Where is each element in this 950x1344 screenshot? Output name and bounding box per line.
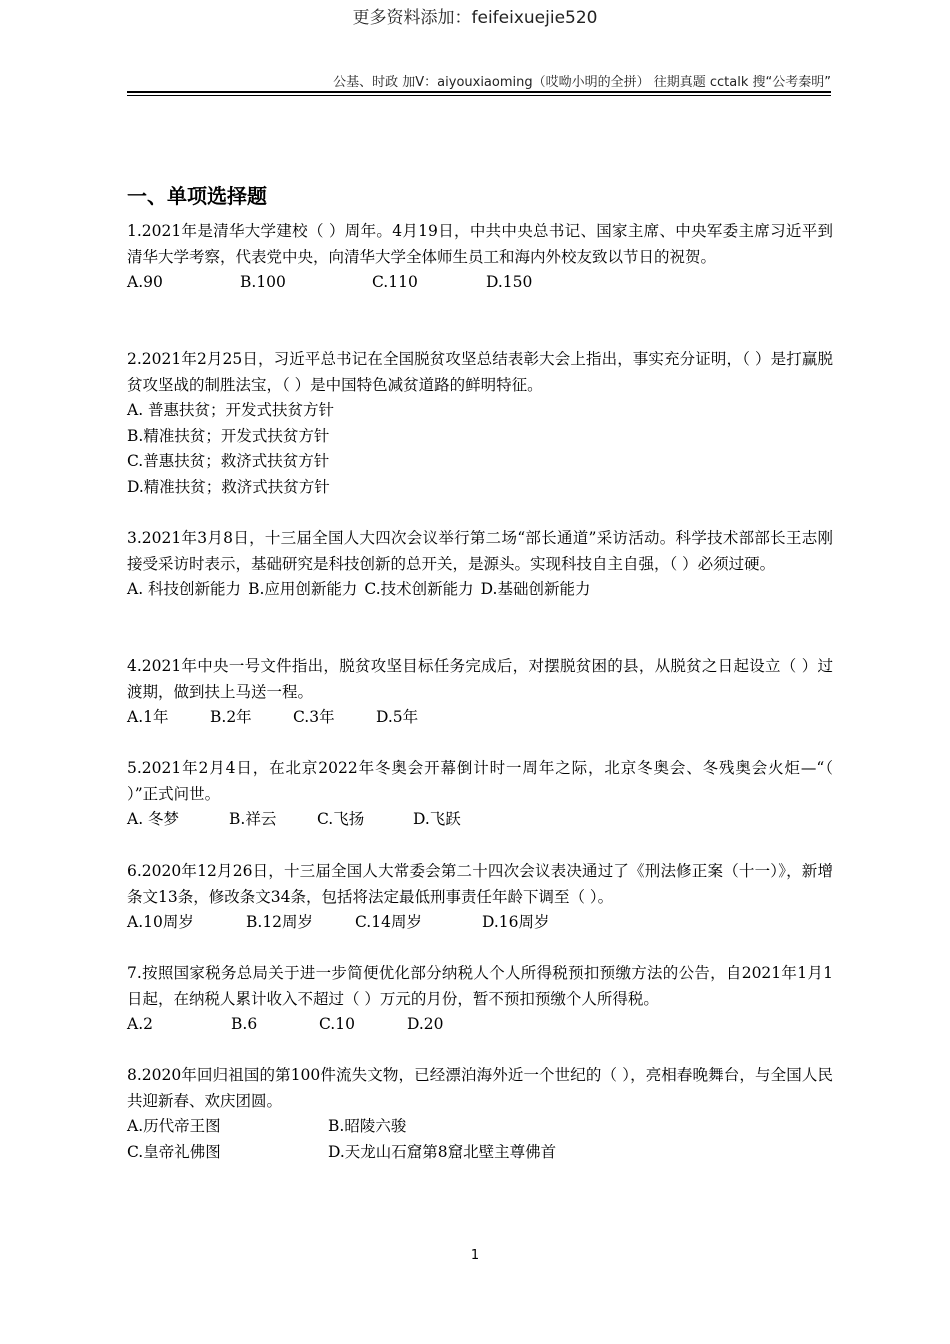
question-4 [127, 654, 833, 731]
option-b: B.12周岁 [246, 913, 314, 932]
option-c: C.110 [372, 273, 418, 292]
question-2 [127, 347, 833, 501]
option-a: A. 普惠扶贫；开发式扶贫方针 [127, 401, 335, 420]
header-rule-thick [127, 91, 831, 93]
question-options [127, 910, 833, 936]
question-text: 7.按照国家税务总局关于进一步简便优化部分纳税人个人所得税预扣预缴方法的公告，自2021年1月1日起，在纳税人累计收入不超过（ ）万元的月份，暂不预扣预缴个人所得税。 [127, 964, 833, 1008]
question-text: 6.2020年12月26日，十三届全国人大常委会第二十四次会议表决通过了《刑法修正案（十一）》，新增条文13条，修改条文34条，包括将法定最低刑事责任年龄下调至（ ）。 [127, 862, 833, 906]
question-options-row-1 [127, 1114, 833, 1140]
option-a: A.历代帝王图 [127, 1117, 221, 1136]
option-b: B.100 [240, 273, 286, 292]
option-c: C.技术创新能力 [364, 580, 474, 599]
section-title: 一、单项选择题 [127, 184, 267, 208]
question-text: 5.2021年2月4日，在北京2022年冬奥会开幕倒计时一周年之际，北京冬奥会、冬残奥会火炬—“（ ）”正式问世。 [127, 759, 833, 803]
header-rule-thin [127, 95, 831, 96]
question-text: 8.2020年回归祖国的第100件流失文物，已经漂泊海外近一个世纪的（ ），亮相春晚舞台，与全国人民共迎新春、欢庆团圆。 [127, 1066, 833, 1110]
option-d: D.5年 [376, 708, 419, 727]
option-b: B.2年 [210, 708, 252, 727]
option-d: D.150 [486, 273, 533, 292]
question-text: 3.2021年3月8日，十三届全国人大四次会议举行第二场“部长通道”采访活动。科学技术部部长王志刚接受采访时表示，基础研究是科技创新的总开关，是源头。实现科技自主自强，（ ）必须过硬。 [127, 529, 833, 573]
question-text: 2.2021年2月25日，习近平总书记在全国脱贫攻坚总结表彰大会上指出，事实充分证明，（ ）是打赢脱贫攻坚战的制胜法宝，（ ）是中国特色减贫道路的鲜明特征。 [127, 350, 833, 394]
question-options [127, 1012, 833, 1038]
option-b: B.6 [231, 1015, 258, 1034]
question-7 [127, 961, 833, 1038]
question-text: 1.2021年是清华大学建校（ ）周年。4月19日，中共中央总书记、国家主席、中央军委主席习近平到清华大学考察，代表党中央，向清华大学全体师生员工和海内外校友致以节日的祝贺。 [127, 222, 833, 266]
option-b: B.应用创新能力 [248, 580, 358, 599]
option-c: C.普惠扶贫；救济式扶贫方针 [127, 452, 330, 471]
option-c: C.10 [319, 1015, 355, 1034]
question-text: 4.2021年中央一号文件指出，脱贫攻坚目标任务完成后，对摆脱贫困的县，从脱贫之日起设立（ ）过渡期，做到扶上马送一程。 [127, 657, 833, 701]
option-c: C.飞扬 [317, 810, 365, 829]
question-6 [127, 859, 833, 936]
option-b: B.精准扶贫；开发式扶贫方针 [127, 426, 330, 445]
page-number: 1 [470, 1248, 480, 1263]
option-a: A.2 [127, 1015, 153, 1034]
option-d: D.16周岁 [482, 913, 550, 932]
option-a: A. 科技创新能力 [127, 580, 242, 599]
option-c: C.14周岁 [355, 913, 422, 932]
question-3 [127, 526, 833, 603]
page-header: 公基、时政 加V：aiyouxiaoming（哎呦小明的全拼） 往期真题 cctalk 搜“公考秦明” [333, 75, 831, 90]
option-c: C.皇帝礼佛图 [127, 1142, 221, 1161]
question-options-row-2 [127, 1140, 833, 1166]
question-1 [127, 219, 833, 296]
option-d: D.天龙山石窟第8窟北壁主尊佛首 [328, 1142, 557, 1161]
option-b: B.祥云 [229, 810, 277, 829]
question-options [127, 577, 833, 603]
option-a: A. 冬梦 [127, 810, 180, 829]
question-options [127, 705, 833, 731]
option-d: D.精准扶贫；救济式扶贫方针 [127, 477, 330, 496]
option-b: B.昭陵六骏 [328, 1117, 407, 1136]
option-a: A.1年 [127, 708, 169, 727]
option-d: D.基础创新能力 [480, 580, 591, 599]
option-d: D.飞跃 [413, 810, 461, 829]
option-a: A.10周岁 [127, 913, 194, 932]
question-8 [127, 1063, 833, 1165]
question-5 [127, 756, 833, 833]
question-options [127, 807, 833, 833]
option-d: D.20 [407, 1015, 444, 1034]
option-c: C.3年 [293, 708, 335, 727]
option-a: A.90 [127, 273, 163, 292]
question-options [127, 270, 833, 296]
watermark: 更多资料添加：feifeixuejie520 [352, 8, 598, 28]
